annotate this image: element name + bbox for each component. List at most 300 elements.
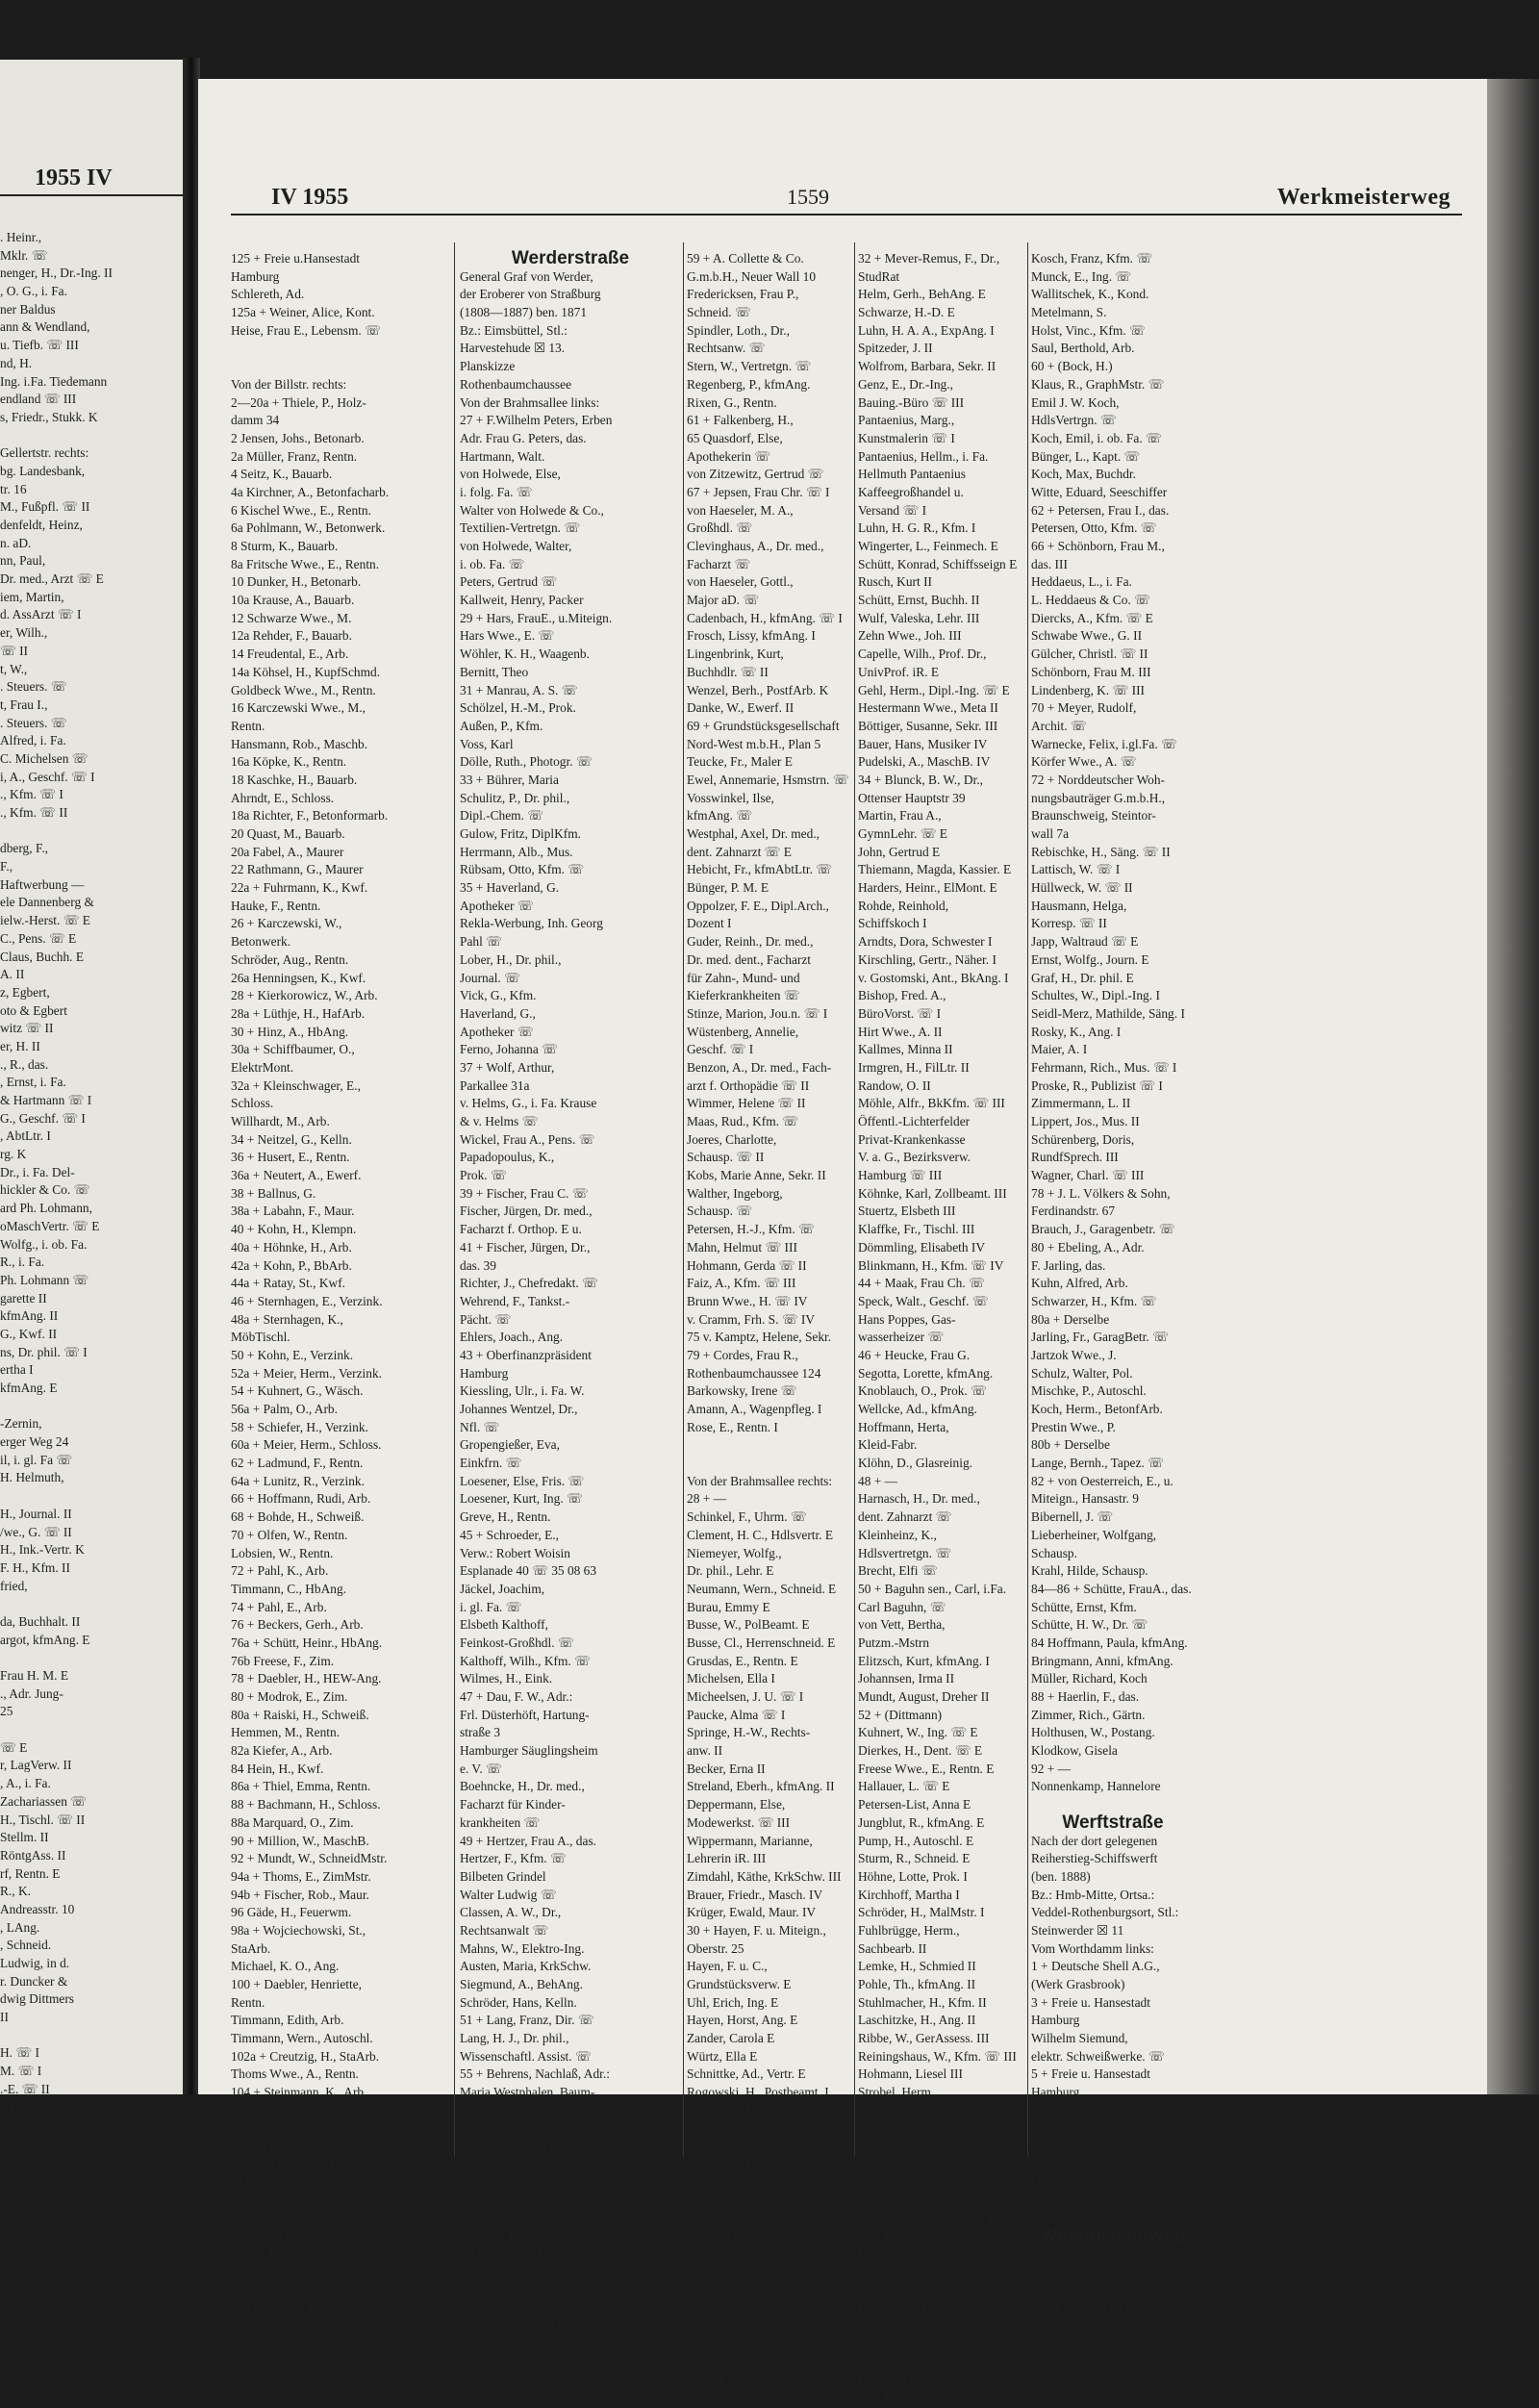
directory-line: Schloss. <box>231 1096 274 1111</box>
directory-line: Frl. Düsterhöft, Hartung- <box>460 1707 590 1722</box>
directory-line: Schausp. ☏ <box>687 1204 753 1219</box>
right-page <box>198 79 1487 2405</box>
directory-line: 38 + Ballnus, G. <box>231 1185 316 1201</box>
directory-line: Gastronom ☏ <box>460 2210 537 2225</box>
directory-line: Prok. ☏ <box>460 1168 507 1183</box>
directory-line: Becker, Erna II <box>687 1761 766 1776</box>
directory-line: oMaschVertr. ☏ E <box>0 1218 100 1233</box>
directory-line: C., Pens. ☏ E <box>0 930 77 946</box>
directory-line: Classen, A. W., Dr., <box>460 1905 562 1920</box>
directory-line: Preuss, Th., Fräser <box>858 2300 954 2316</box>
directory-line: Reimers, Theodor G. W., <box>858 2265 988 2279</box>
directory-line: damm 34 <box>231 413 280 428</box>
directory-line: Lehrerin iR. III <box>687 1851 767 1866</box>
directory-line: ceihe <box>0 2153 28 2168</box>
directory-line: r, LagVerw. II <box>0 1758 72 1773</box>
directory-line: Wellcke, Ad., kfmAng. <box>858 1402 977 1416</box>
directory-line: R., K. <box>0 1884 31 1899</box>
header-rule <box>231 214 1462 215</box>
directory-line: Krogmann, Ad., kfmAng. III <box>687 2265 836 2279</box>
directory-line: Dr., i. Fa. Del- <box>0 1164 75 1179</box>
directory-line: Schwarze, H.-D. E <box>858 305 955 320</box>
directory-line: Pantaenius, Marg., <box>858 413 955 428</box>
directory-line: Grusdas, E., Rentn. E <box>687 1653 798 1668</box>
directory-line: Pantaenius, Hellm., i. Fa. <box>858 448 989 464</box>
directory-line: Hallauer, L. ☏ E <box>858 1779 950 1794</box>
directory-line: Bz.: Hmb-Mitte, Ortsa.: <box>1031 1887 1155 1902</box>
directory-line: Austen, Maria, KrkSchw. <box>460 1959 592 1974</box>
directory-line: Schütte, Ernst, Kfm. <box>1031 1599 1137 1614</box>
directory-line: Wilhelm Siemund, <box>1031 2031 1128 2046</box>
directory-line: Uhl, Erich, Ing. E <box>687 1994 779 2010</box>
directory-line: 3 + Freie u. Hansestadt <box>1031 1994 1150 2010</box>
directory-line: Schinkel, F., Uhrm. ☏ <box>687 1509 807 1525</box>
directory-line: Böttiger, Susanne, Sekr. III <box>858 718 998 733</box>
directory-line: Jungblut, R., kfmAng. E <box>858 1814 985 1830</box>
directory-line: hickler & Co. ☏ <box>0 1182 90 1198</box>
directory-line: Pump, H., Autoschl. E <box>858 1833 974 1848</box>
directory-line: Thiemann, Magda, Kassier. E <box>858 862 1012 877</box>
directory-line: Elsbeth Kalthoff, <box>460 1617 548 1633</box>
directory-line: 92 + Mundt, W., SchneidMstr. <box>231 1851 388 1866</box>
directory-line: Sturm, R., Schneid. E <box>858 1851 971 1866</box>
directory-line: Wickel, Frau A., Pens. ☏ <box>460 1131 595 1147</box>
directory-line: 18a Richter, F., Betonformarb. <box>231 808 389 824</box>
directory-line: 88 + Haerlin, F., das. <box>1031 1689 1140 1704</box>
directory-line: 90 + Million, W., MaschB. <box>231 1833 369 1848</box>
directory-line: Witt, Diedrich, Rentn. IV <box>858 2193 990 2208</box>
directory-line: 14 Freudental, E., Arb. <box>231 646 349 662</box>
directory-line: Frosch, Lissy, kfmAng. I <box>687 628 816 644</box>
directory-line: Busse, W., PolBeamt. E <box>687 1617 810 1633</box>
directory-line: Höhne, Lotte, Prok. I <box>858 1868 968 1884</box>
directory-line: Johannsen, Irma II <box>858 1671 955 1686</box>
directory-line: H., Ink.-Vertr. K <box>0 1542 85 1558</box>
directory-line: Stern, W., Vertretgn. ☏ <box>687 359 812 374</box>
directory-line: Martin, Frau A., <box>858 808 942 824</box>
directory-line: Mahns, W., Elektro-Ing. <box>460 1940 585 1956</box>
directory-line: 67 + Jepsen, Frau Chr. ☏ I <box>687 484 830 499</box>
column-divider <box>1027 242 1028 2157</box>
directory-line: 50 + Kohn, E., Verzink. <box>231 1347 354 1362</box>
directory-line: . Steuers. ☏ <box>0 715 67 730</box>
directory-line: Hansestadt <box>0 2333 57 2348</box>
directory-line: 106a Hasselmann, H., Kwf. <box>231 2102 374 2117</box>
directory-line: Vom Worthdamm links: <box>1031 1940 1154 1956</box>
directory-line: Strobel, Herm., <box>858 2085 938 2100</box>
directory-line: 32 + Mever-Remus, F., Dr., <box>858 251 1000 266</box>
directory-line: Wimmer, Helene ☏ II <box>687 1096 806 1111</box>
directory-line: BüroVorst. ☏ I <box>858 1005 942 1021</box>
directory-line: Rohde, Reinhold, <box>858 898 949 913</box>
directory-line: RundfSprech. III <box>1031 1150 1119 1165</box>
directory-line: Kuhnert, W., Ing. ☏ E <box>858 1725 978 1740</box>
directory-line: von Holwede, Else, <box>460 467 561 482</box>
directory-line: G., Kwf. II <box>0 1326 58 1341</box>
directory-line: Einkfrn. ☏ <box>460 1456 522 1471</box>
directory-line: Ahrndt, E., Schloss. <box>231 790 335 805</box>
left-page-header: 1955 IV <box>35 165 113 190</box>
directory-line: Loesener, Else, Fris. ☏ <box>460 1473 585 1488</box>
directory-line: 38a + Labahn, F., Maur. <box>231 1204 355 1219</box>
directory-line: Klaus, R., GraphMstr. ☏ <box>1031 376 1165 392</box>
directory-line: Ferdinandstr. 67 <box>1031 1204 1116 1219</box>
directory-line: 70 + Olfen, W., Rentn. <box>231 1527 348 1542</box>
directory-line: 28 + Kierkorowicz, W., Arb. <box>231 988 378 1003</box>
directory-line: Harders, Heinr., ElMont. E <box>858 880 997 896</box>
directory-line: Micheelsen, J. U. ☏ I <box>687 1689 804 1704</box>
directory-line: Photograph <box>858 2282 918 2297</box>
directory-line: Journal. ☏ <box>460 970 520 985</box>
directory-line: 94a + Thoms, E., ZimMstr. <box>231 1868 371 1884</box>
directory-line: 80a + Derselbe <box>1031 1311 1110 1327</box>
directory-line: Springe, H.-W., Rechts- <box>687 1725 811 1740</box>
directory-line: nd, H. <box>0 355 33 370</box>
directory-line: Goldbeck Wwe., M., Rentn. <box>231 682 376 697</box>
directory-line: Faiz, A., Kfm. ☏ III <box>687 1276 796 1291</box>
directory-line: Textilien-Vertretgn. ☏ <box>460 520 581 536</box>
directory-line: i, A., Geschf. ☏ I <box>0 769 95 784</box>
directory-line: Öffentl.-Lichterfelder <box>858 1114 971 1128</box>
directory-line: Brauer, Friedr., Masch. IV <box>687 1887 823 1902</box>
directory-line: Korresp. ☏ II <box>1031 916 1107 931</box>
directory-line: Heise, Frau E., Lebensm. ☏ <box>231 322 381 338</box>
directory-line: Speck, Walt., Geschf. ☏ <box>858 1293 989 1308</box>
directory-line: V. a. G., Bezirksverw. <box>858 1150 971 1165</box>
directory-line: 14a Köhsel, H., KupfSchmd. <box>231 664 381 679</box>
directory-line: L. Heddaeus & Co. ☏ <box>1031 593 1150 608</box>
directory-line: (Ben. 1950) <box>0 2225 62 2241</box>
directory-line: 59 + A. Collette & Co. <box>687 251 804 266</box>
directory-line: Koch, Max, Buchdr. <box>1031 467 1136 482</box>
directory-line: Dr. phil., Lehr. E <box>687 1563 774 1579</box>
directory-line: Schröder, H., MalMstr. I <box>858 1905 985 1920</box>
directory-line <box>0 2315 113 2333</box>
directory-line: Teucke, Fr., Maler E <box>687 754 793 770</box>
directory-line: -Zernin, <box>0 1416 42 1432</box>
directory-line: Kobs, Marie Anne, Sekr. II <box>687 1168 826 1183</box>
directory-line: 64a + Lunitz, R., Verzink. <box>231 1473 365 1488</box>
directory-line: 48a + Sternhagen, K., <box>231 1311 343 1327</box>
directory-line: Böhme, F., Kfm. ☏ <box>460 2120 566 2136</box>
directory-line: 86a + Thiel, Emma, Rentn. <box>231 1779 371 1794</box>
directory-line: Bauing.-Büro ☏ III <box>858 394 965 410</box>
directory-line: Hauke, F., Rentn. <box>231 898 321 913</box>
directory-line: 92 + — <box>1031 1761 1072 1776</box>
directory-line: & Hartmann ☏ I <box>0 1093 92 1107</box>
directory-line: John, Gertrud E <box>858 844 941 859</box>
directory-line: tte, Ortsa.: <box>0 2243 55 2258</box>
directory-line: 80a + Raiski, H., Schweiß. <box>231 1707 369 1722</box>
directory-line: Lausw. K <box>0 2117 50 2133</box>
directory-line: F., <box>0 859 13 874</box>
directory-line: Hohmann, Liesel III <box>858 2066 963 2082</box>
directory-line <box>0 823 113 841</box>
directory-line: Clevinghaus, A., Dr. med., <box>687 539 824 553</box>
directory-line: 114 + Hehling, H., Arb. <box>231 2174 353 2190</box>
directory-line: , AbtLtr. I <box>0 1128 51 1144</box>
directory-line: straße 3 <box>460 1725 501 1740</box>
directory-line: 52a + Meier, Herm., Verzink. <box>231 1365 382 1381</box>
directory-line: Capelle, Wilh., Prof. Dr., <box>858 646 987 662</box>
directory-line: 31 + Manrau, A. S. ☏ <box>460 682 578 697</box>
directory-line: Renckstorf, W., Vertr. II <box>687 2174 811 2190</box>
directory-line: i. gl. Fa. ☏ <box>460 1599 522 1614</box>
directory-line: Hartmann, Walt. <box>460 448 545 464</box>
directory-line: 4 Seitz, K., Bauarb. <box>231 467 333 482</box>
directory-line: Kieferkrankheiten ☏ <box>687 988 800 1003</box>
directory-line: Wagner, Charl. ☏ III <box>1031 1168 1145 1183</box>
directory-line: nungsbauträger G.m.b.H., <box>1031 790 1166 805</box>
directory-line: für Zahn-, Mund- und <box>687 970 800 985</box>
directory-line: Schröder, Aug., Rentn. <box>231 951 349 967</box>
directory-line: Wenzel, Berh., PostfArb. K <box>687 682 829 697</box>
directory-line: Schausp. <box>1031 1545 1077 1560</box>
directory-line: Proske, R., Publizist ☏ I <box>1031 1077 1163 1093</box>
directory-line: 20 Quast, M., Bauarb. <box>231 826 345 841</box>
directory-line: Betonwerk. <box>231 934 291 950</box>
directory-line: Kirberger, Frau F., <box>460 2156 555 2171</box>
directory-line: Schütte, H. W., Dr. ☏ <box>1031 1617 1148 1633</box>
directory-line: Paucke, Alma ☏ I <box>687 1707 786 1722</box>
directory-line: 74 + Pahl, E., Arb. <box>231 1599 327 1614</box>
directory-line: 16a Köpke, K., Rentn. <box>231 754 347 770</box>
directory-line: rf, Rentn. E <box>0 1865 61 1881</box>
directory-line: Thoms Wwe., A., Rentn. <box>231 2066 359 2082</box>
directory-line: tr. 16 <box>0 481 27 496</box>
directory-line: 34 + Blunck, B. W., Dr., <box>858 772 983 787</box>
directory-line: Hamburger Säuglingsheim <box>460 1743 598 1759</box>
directory-line: Randow, O. II <box>858 1077 931 1093</box>
directory-line: Privat-Krankenkasse <box>858 1131 966 1147</box>
directory-line: 65 Quasdorf, Else, <box>687 430 783 445</box>
directory-line: 40 + Kohn, H., Klempn. <box>231 1222 357 1237</box>
directory-line: Brunn Wwe., H. ☏ IV <box>687 1293 808 1308</box>
directory-line: Lieberheiner, Wolfgang, <box>1031 1527 1157 1542</box>
directory-line: 56a + Palm, O., Arb. <box>231 1402 338 1416</box>
directory-line: Amann, A., Wagenpfleg. I <box>687 1402 822 1416</box>
directory-line: Japp, Waltraud ☏ E <box>1031 934 1139 950</box>
directory-line: das. III <box>1031 556 1068 571</box>
directory-line: 54 + Kuhnert, G., Wäsch. <box>231 1383 364 1399</box>
directory-line: Timmann, C., HbAng. <box>231 1581 347 1596</box>
directory-line: Fehrmann, Rich., Mus. ☏ I <box>1031 1059 1177 1075</box>
directory-line: Loesener, Kurt, Ing. ☏ <box>460 1491 583 1507</box>
directory-line: Gülcher, Christl. ☏ II <box>1031 646 1148 662</box>
directory-line: Kruse, Erich, Ing. ☏ IV <box>687 2390 816 2405</box>
directory-line: G.m.b.H., Neuer Wall 10 <box>687 268 817 284</box>
directory-line: 78 + J. L. Völkers & Sohn, <box>1031 1185 1171 1201</box>
directory-line: UnivProf. iR. E <box>858 664 940 679</box>
column-divider <box>454 242 455 2157</box>
directory-line: Fuhlbrügge, Herm., <box>858 1922 960 1938</box>
directory-line: , A., i. Fa. <box>0 1776 51 1791</box>
directory-line: 58 + Ermisch, Elisabeth, <box>858 2336 986 2351</box>
directory-line: von der Fecht, Heinr., Maur. <box>231 2300 377 2316</box>
directory-line: Körfer Wwe., A. ☏ <box>1031 754 1137 770</box>
directory-line: Kleid-Fabr. <box>858 1437 918 1453</box>
directory-line: Esplanade 40 ☏ 35 08 63 <box>460 1563 597 1579</box>
directory-line: .-E. ☏ II <box>0 2081 50 2096</box>
directory-line: Mahn, Helmut ☏ III <box>687 1239 797 1255</box>
directory-line: Steinwerder ☒ 11 <box>1031 1922 1124 1938</box>
directory-line: ., Kfm. ☏ I <box>0 787 63 802</box>
directory-line: 54 + Reimers, Th. A., <box>858 2228 970 2243</box>
directory-line: 116 + Möhnke, A., StaArb. <box>231 2193 371 2208</box>
directory-line: Peters, Gertrud ☏ <box>460 574 558 590</box>
directory-line: Möhle, Alfr., BkKfm. ☏ III <box>858 1096 1005 1111</box>
directory-line: Freese Wwe., E., Rentn. E <box>858 1761 995 1776</box>
directory-line: 88a Marquard, O., Zim. <box>231 1814 354 1830</box>
directory-line: 30 + Hinz, A., HbAng. <box>231 1024 349 1039</box>
directory-line: Bauer, Hans, Musiker IV <box>858 736 988 751</box>
directory-line: A. II <box>0 967 25 982</box>
directory-line: 76a + Schütt, Heinr., HbAng. <box>231 1635 383 1650</box>
directory-line: 58 + Schiefer, H., Verzink. <box>231 1419 368 1434</box>
directory-line: Kirberger, A. K., Kfm. ☏ <box>460 2139 596 2154</box>
directory-line: (Werk Grasbrook) ☏ <box>1031 2193 1145 2208</box>
column-divider <box>854 242 855 2157</box>
directory-line: Pudelski, A., MaschB. IV <box>858 754 991 770</box>
directory-line: 10a Krause, A., Bauarb. <box>231 593 355 608</box>
directory-line: , O. G., i. Fa. <box>0 284 67 299</box>
directory-line: Schulitz, P., Dr. phil., <box>460 790 570 805</box>
directory-line: 60 + (Bock, H.) <box>1031 359 1113 374</box>
directory-line: das. 39 <box>460 1257 496 1273</box>
directory-line: Schausp. ☏ II <box>687 1150 765 1165</box>
directory-line: ele Dannenberg & <box>0 895 94 910</box>
directory-line: Adr. Frau G. Peters, das. <box>460 430 587 445</box>
directory-line: Guder, Reinh., Dr. med., <box>687 934 814 950</box>
directory-line: Alfred, i. Fa. <box>0 733 66 748</box>
directory-line: Hertzer, F., Kfm. ☏ <box>460 1851 567 1866</box>
directory-line: Rogowski, H., Postbeamt. I <box>687 2085 829 2100</box>
directory-line: 57 + Altrentnerfürsorge, <box>460 2265 585 2279</box>
directory-line: argot, kfmAng. E <box>0 1632 90 1647</box>
directory-line: 37 + Wolf, Arthur, <box>460 1059 555 1075</box>
directory-line: Ing. i.Fa. Tiedemann <box>0 373 108 389</box>
directory-line <box>0 1649 113 1667</box>
directory-line: Hebicht, Fr., kfmAbtLtr. ☏ <box>687 862 833 877</box>
directory-line: Hdlsvertretgn. ☏ <box>858 1545 952 1560</box>
directory-line: Köhnke, Karl, Zollbeamt. III <box>858 1185 1007 1201</box>
directory-line: Bz.: Eimsbüttel, Stl.: <box>460 322 568 338</box>
directory-line: t, W., <box>0 661 28 676</box>
directory-line: Wolfg., i. ob. Fa. <box>0 1236 88 1252</box>
directory-line: Arndts, Dora, Schwester I <box>858 934 993 950</box>
directory-line: Adr. Frau von Loesen, <box>460 2282 576 2297</box>
directory-line: 36a + Neutert, A., Ewerf. <box>231 1168 362 1183</box>
directory-line: d. AssArzt ☏ I <box>0 607 82 622</box>
directory-line: Preuss, G., kfmAng. <box>858 2319 964 2334</box>
directory-line: Kallweit, Henry, Packer <box>460 593 584 608</box>
directory-line: Ferno, Johanna ☏ <box>460 1042 558 1057</box>
directory-line: Ludewig, R., Maler II <box>687 2210 800 2225</box>
directory-line: Facharzt f. Orthop. E u. <box>460 1222 582 1237</box>
directory-line: 82a Kiefer, A., Arb. <box>231 1743 333 1759</box>
directory-line: Großhdl. ☏ <box>687 520 753 536</box>
directory-line <box>0 1595 113 1613</box>
directory-line <box>231 358 450 376</box>
directory-line: Lindenberg, K. ☏ III <box>1031 682 1146 697</box>
directory-line: 84—86 + Schütte, FrauA., das. <box>1031 1581 1192 1596</box>
page-number: 1559 <box>787 185 829 209</box>
directory-line: Von der Brahmsallee links: <box>460 394 600 410</box>
directory-line: da, Buchhalt. II <box>0 1613 81 1629</box>
directory-line: il, i. gl. Fa ☏ <box>0 1452 73 1467</box>
directory-line: 12a Rehder, F., Bauarb. <box>231 628 352 644</box>
directory-line: ., R., das. <box>0 1056 49 1072</box>
directory-line: Apotheker ☏ <box>460 1024 534 1039</box>
directory-line: 75 v. Kamptz, Helene, Sekr. <box>687 1330 832 1345</box>
directory-line: Feinkost-Großhdl. ☏ <box>460 1635 574 1650</box>
directory-line: II <box>0 2010 9 2025</box>
directory-line: G., Geschf. ☏ I <box>0 1110 86 1126</box>
directory-line: von Haeseler, M. A., <box>687 502 794 518</box>
directory-line: 49 + Hertzer, Frau A., das. <box>460 1833 596 1848</box>
directory-line: Richter, J., Chefredakt. ☏ <box>460 1276 598 1291</box>
directory-line <box>0 1487 113 1506</box>
directory-line: Versand ☏ I <box>858 502 927 518</box>
directory-line: 8a Fritsche Wwe., E., Rentn. <box>231 556 380 571</box>
directory-line: Mante, H., Pens. III <box>687 2300 789 2316</box>
directory-line <box>0 2170 113 2189</box>
directory-line: Facharzt für Kinder- <box>460 1797 566 1812</box>
directory-line: Frau H. M. E <box>0 1668 69 1683</box>
directory-line: 2a Müller, Franz, Rentn. <box>231 448 358 464</box>
directory-line: Rentn. <box>231 718 265 733</box>
directory-line <box>1031 2120 1195 2139</box>
page-header-left: IV 1955 <box>271 185 349 210</box>
directory-line: Müller, Richard, Koch <box>1031 1671 1148 1686</box>
directory-line: Rübsam, Otto, Kfm. ☏ <box>460 862 585 877</box>
directory-line: Graf, H., Dr. phil. E <box>1031 970 1134 985</box>
directory-line: 42a + Kohn, P., BbArb. <box>231 1257 352 1273</box>
directory-line: Streland, Eberh., kfmAng. II <box>687 1779 835 1794</box>
directory-line: 40a + Höhnke, H., Arb. <box>231 1239 352 1255</box>
directory-line: Stellm. II <box>0 1830 49 1845</box>
directory-line: Geschf. ☏ I <box>687 1042 754 1057</box>
directory-line: Archit. ☏ <box>1031 718 1087 733</box>
directory-line: witz ☏ II <box>0 1021 54 1036</box>
directory-line: Lang, H. J., Dr. phil., <box>460 2031 569 2046</box>
directory-line: 22 Rathmann, G., Maurer <box>231 862 364 877</box>
directory-line: 46 + Sternhagen, E., Verzink. <box>231 1293 383 1308</box>
directory-line: C. Michelsen ☏ <box>0 750 88 766</box>
directory-line: Hansmann, Rob., Maschb. <box>231 736 368 751</box>
directory-line: Bmannstraße <box>0 2297 68 2313</box>
directory-line: 76 + Beckers, Gerh., Arb. <box>231 1617 364 1633</box>
directory-line: 47 + Dau, F. W., Adr.: <box>460 1689 573 1704</box>
directory-line: Nonne, Kurt ☏ IV <box>687 2354 788 2370</box>
directory-line: ielw.-Herst. ☏ E <box>0 913 90 928</box>
directory-line: Spitzeder, J. II <box>858 341 933 356</box>
directory-line: Timmann, Wern., Autoschl. <box>231 2031 373 2046</box>
directory-line: Johannes Wentzel, Dr., <box>460 1402 578 1416</box>
directory-line: R., i. Fa. <box>0 1255 45 1270</box>
directory-column-3 <box>687 250 852 2408</box>
directory-line: Lobsien, W., Rentn. <box>231 1545 334 1560</box>
directory-line: Petersen, H.-J., Kfm. ☏ <box>687 1222 815 1237</box>
directory-line: Pächt. ☏ <box>460 1311 512 1327</box>
directory-line: Hestermann Wwe., Meta II <box>858 700 998 716</box>
directory-line: Rothenbaumchaussee <box>460 376 572 392</box>
directory-line: Dölle, Ruth., Photogr. ☏ <box>460 754 593 770</box>
directory-line: kfmAng. E <box>0 1381 58 1395</box>
directory-line: Papadopoulus, K., <box>460 1150 555 1165</box>
directory-line: 45 + Schroeder, E., <box>460 1527 559 1542</box>
directory-line: 78 + Daebler, H., HEW-Ang. <box>231 1671 382 1686</box>
